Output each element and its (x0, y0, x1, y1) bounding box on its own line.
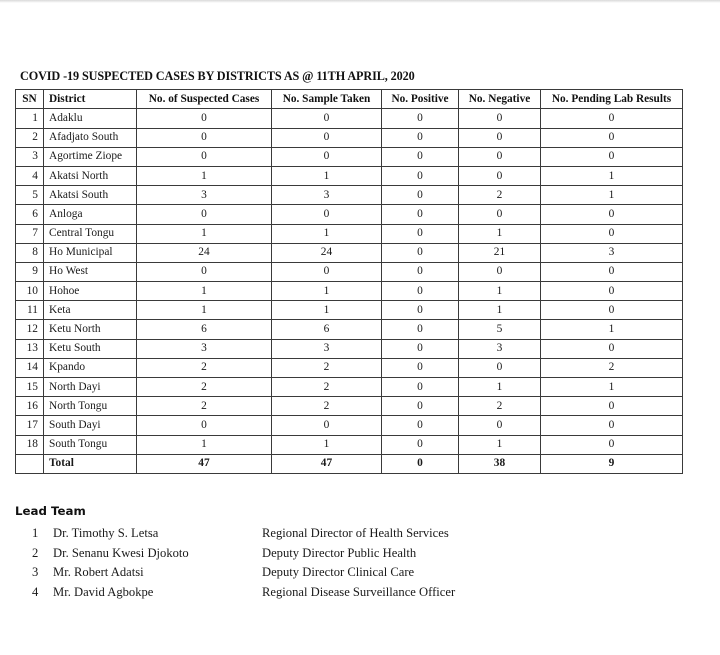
cell-positive: 0 (382, 435, 459, 454)
cell-sn: 3 (16, 147, 44, 166)
cell-sn: 11 (16, 301, 44, 320)
page-top-edge (0, 0, 720, 3)
cell-negative: 0 (459, 262, 541, 281)
header-sn: SN (16, 90, 44, 109)
table-row (16, 186, 683, 205)
cell-suspected-cases: 2 (137, 397, 272, 416)
member-name: Dr. Senanu Kwesi Djokoto (53, 545, 189, 560)
cell-negative: 0 (459, 147, 541, 166)
cell-positive: 0 (382, 301, 459, 320)
cell-suspected-cases: 2 (137, 358, 272, 377)
cell-samples-taken: 0 (272, 262, 382, 281)
header-samples-taken: No. Sample Taken (272, 90, 382, 109)
member-name: Mr. Robert Adatsi (53, 565, 144, 580)
header-negative: No. Negative (459, 90, 541, 109)
cell-sn: 8 (16, 243, 44, 262)
cell-positive: 0 (382, 378, 459, 397)
cell-district: Ketu North (44, 320, 137, 339)
member-role: Deputy Director Clinical Care (262, 565, 415, 580)
cell-sn: 1 (16, 109, 44, 128)
table-row (16, 358, 683, 377)
cell-pending-lab-results: 1 (541, 186, 683, 205)
cell-samples-taken: 1 (272, 166, 382, 185)
cell-samples-taken: 0 (272, 147, 382, 166)
cell-positive: 0 (382, 147, 459, 166)
cell-negative: 0 (459, 416, 541, 435)
cell-suspected-cases: 1 (137, 301, 272, 320)
header-positive: No. Positive (382, 90, 459, 109)
cell-suspected-cases: 0 (137, 109, 272, 128)
cell-suspected-cases: 1 (137, 282, 272, 301)
cell-samples-taken: 3 (272, 339, 382, 358)
cell-negative: 1 (459, 378, 541, 397)
table-body (16, 109, 683, 454)
cell-negative: 21 (459, 243, 541, 262)
member-index: 2 (32, 545, 39, 560)
lead-team-member (0, 563, 720, 583)
cell-sn: 5 (16, 186, 44, 205)
cell-positive: 0 (382, 262, 459, 281)
cell-sn: 17 (16, 416, 44, 435)
cell-pending-lab-results: 2 (541, 358, 683, 377)
header-district: District (44, 90, 137, 109)
cell-district: Central Tongu (44, 224, 137, 243)
cell-suspected-cases: 0 (137, 128, 272, 147)
cell-negative: 2 (459, 186, 541, 205)
cell-district: Anloga (44, 205, 137, 224)
table-row (16, 243, 683, 262)
cell-sn: 18 (16, 435, 44, 454)
cell-pending-lab-results: 0 (541, 339, 683, 358)
total-negative: 38 (459, 454, 541, 473)
cell-pending-lab-results: 1 (541, 378, 683, 397)
document-title: COVID -19 SUSPECTED CASES BY DISTRICTS AS @ 11TH APRIL, 2020 (20, 69, 415, 83)
lead-team-member (0, 544, 720, 564)
cell-pending-lab-results: 0 (541, 416, 683, 435)
cell-positive: 0 (382, 109, 459, 128)
cell-sn: 16 (16, 397, 44, 416)
member-role: Deputy Director Public Health (262, 545, 417, 560)
cell-pending-lab-results: 0 (541, 147, 683, 166)
cell-samples-taken: 2 (272, 358, 382, 377)
member-role: Regional Director of Health Services (262, 526, 449, 540)
cell-samples-taken: 2 (272, 378, 382, 397)
cell-sn: 9 (16, 262, 44, 281)
table-row (16, 416, 683, 435)
cell-district: Ketu South (44, 339, 137, 358)
cell-negative: 1 (459, 282, 541, 301)
cell-suspected-cases: 3 (137, 186, 272, 205)
cell-sn: 4 (16, 166, 44, 185)
cell-samples-taken: 6 (272, 320, 382, 339)
cell-samples-taken: 0 (272, 205, 382, 224)
table-row (16, 301, 683, 320)
cell-negative: 0 (459, 205, 541, 224)
cell-sn: 15 (16, 378, 44, 397)
cell-samples-taken: 24 (272, 243, 382, 262)
total-pending: 9 (541, 454, 683, 473)
cell-positive: 0 (382, 397, 459, 416)
table-row (16, 435, 683, 454)
table-row (16, 339, 683, 358)
cell-pending-lab-results: 0 (541, 128, 683, 147)
cell-samples-taken: 2 (272, 397, 382, 416)
cell-samples-taken: 1 (272, 224, 382, 243)
cell-sn: 2 (16, 128, 44, 147)
cell-positive: 0 (382, 224, 459, 243)
cell-pending-lab-results: 0 (541, 282, 683, 301)
cell-pending-lab-results: 0 (541, 262, 683, 281)
cell-pending-lab-results: 0 (541, 205, 683, 224)
cell-positive: 0 (382, 339, 459, 358)
cell-samples-taken: 1 (272, 435, 382, 454)
cell-district: Afadjato South (44, 128, 137, 147)
cell-positive: 0 (382, 320, 459, 339)
lead-team-heading: Lead Team (15, 504, 86, 518)
total-sn-cell (16, 454, 44, 473)
cell-negative: 1 (459, 224, 541, 243)
cell-pending-lab-results: 0 (541, 109, 683, 128)
table-row (16, 282, 683, 301)
cell-district: Keta (44, 301, 137, 320)
cell-suspected-cases: 0 (137, 147, 272, 166)
cell-samples-taken: 3 (272, 186, 382, 205)
cell-samples-taken: 0 (272, 416, 382, 435)
cell-district: Ho Municipal (44, 243, 137, 262)
table-row (16, 147, 683, 166)
cell-district: Agortime Ziope (44, 147, 137, 166)
table-row (16, 224, 683, 243)
table-row (16, 109, 683, 128)
cell-suspected-cases: 3 (137, 339, 272, 358)
cell-suspected-cases: 6 (137, 320, 272, 339)
cell-negative: 5 (459, 320, 541, 339)
member-role: Regional Disease Surveillance Officer (262, 584, 456, 599)
cell-positive: 0 (382, 243, 459, 262)
member-index: 3 (32, 565, 39, 580)
lead-team-list (0, 524, 720, 602)
table-header-row (16, 90, 683, 109)
cell-sn: 12 (16, 320, 44, 339)
cell-district: Adaklu (44, 109, 137, 128)
table-row (16, 397, 683, 416)
cell-district: North Dayi (44, 378, 137, 397)
table-row (16, 378, 683, 397)
cell-negative: 3 (459, 339, 541, 358)
cell-suspected-cases: 1 (137, 224, 272, 243)
cell-district: Akatsi North (44, 166, 137, 185)
cell-positive: 0 (382, 416, 459, 435)
header-suspected-cases: No. of Suspected Cases (137, 90, 272, 109)
cell-pending-lab-results: 0 (541, 435, 683, 454)
cell-pending-lab-results: 1 (541, 166, 683, 185)
member-index: 4 (32, 584, 39, 599)
cell-sn: 13 (16, 339, 44, 358)
cell-suspected-cases: 0 (137, 416, 272, 435)
cell-district: South Dayi (44, 416, 137, 435)
cell-negative: 0 (459, 166, 541, 185)
cell-district: Kpando (44, 358, 137, 377)
table-total-row (16, 454, 683, 473)
cell-positive: 0 (382, 166, 459, 185)
cell-negative: 1 (459, 301, 541, 320)
cell-suspected-cases: 24 (137, 243, 272, 262)
table-row (16, 205, 683, 224)
member-name: Mr. David Agbokpe (53, 584, 154, 599)
cell-suspected-cases: 1 (137, 166, 272, 185)
cell-samples-taken: 0 (272, 109, 382, 128)
cell-district: Hohoe (44, 282, 137, 301)
cell-suspected-cases: 0 (137, 262, 272, 281)
total-label: Total (44, 454, 137, 473)
suspected-cases-table (15, 89, 683, 474)
cell-district: Ho West (44, 262, 137, 281)
cell-positive: 0 (382, 128, 459, 147)
cell-positive: 0 (382, 186, 459, 205)
cell-samples-taken: 0 (272, 128, 382, 147)
cell-sn: 10 (16, 282, 44, 301)
total-positive: 0 (382, 454, 459, 473)
cell-negative: 0 (459, 128, 541, 147)
cell-positive: 0 (382, 358, 459, 377)
cell-negative: 0 (459, 358, 541, 377)
total-samples: 47 (272, 454, 382, 473)
cell-suspected-cases: 1 (137, 435, 272, 454)
cell-negative: 0 (459, 109, 541, 128)
cell-pending-lab-results: 3 (541, 243, 683, 262)
lead-team-member (0, 524, 720, 544)
cell-sn: 7 (16, 224, 44, 243)
total-suspected: 47 (137, 454, 272, 473)
cell-district: South Tongu (44, 435, 137, 454)
cell-sn: 6 (16, 205, 44, 224)
member-name: Dr. Timothy S. Letsa (53, 526, 159, 540)
cell-negative: 1 (459, 435, 541, 454)
table-row (16, 262, 683, 281)
cell-suspected-cases: 0 (137, 205, 272, 224)
cell-pending-lab-results: 1 (541, 320, 683, 339)
member-index: 1 (32, 526, 39, 540)
table-row (16, 166, 683, 185)
cell-pending-lab-results: 0 (541, 301, 683, 320)
lead-team-member (0, 583, 720, 603)
cell-suspected-cases: 2 (137, 378, 272, 397)
cell-samples-taken: 1 (272, 282, 382, 301)
cell-negative: 2 (459, 397, 541, 416)
cell-positive: 0 (382, 282, 459, 301)
cell-positive: 0 (382, 205, 459, 224)
cell-pending-lab-results: 0 (541, 224, 683, 243)
cell-district: Akatsi South (44, 186, 137, 205)
cell-samples-taken: 1 (272, 301, 382, 320)
cell-district: North Tongu (44, 397, 137, 416)
table-row (16, 320, 683, 339)
table-row (16, 128, 683, 147)
cell-pending-lab-results: 0 (541, 397, 683, 416)
header-pending-lab-results: No. Pending Lab Results (541, 90, 683, 109)
cell-sn: 14 (16, 358, 44, 377)
